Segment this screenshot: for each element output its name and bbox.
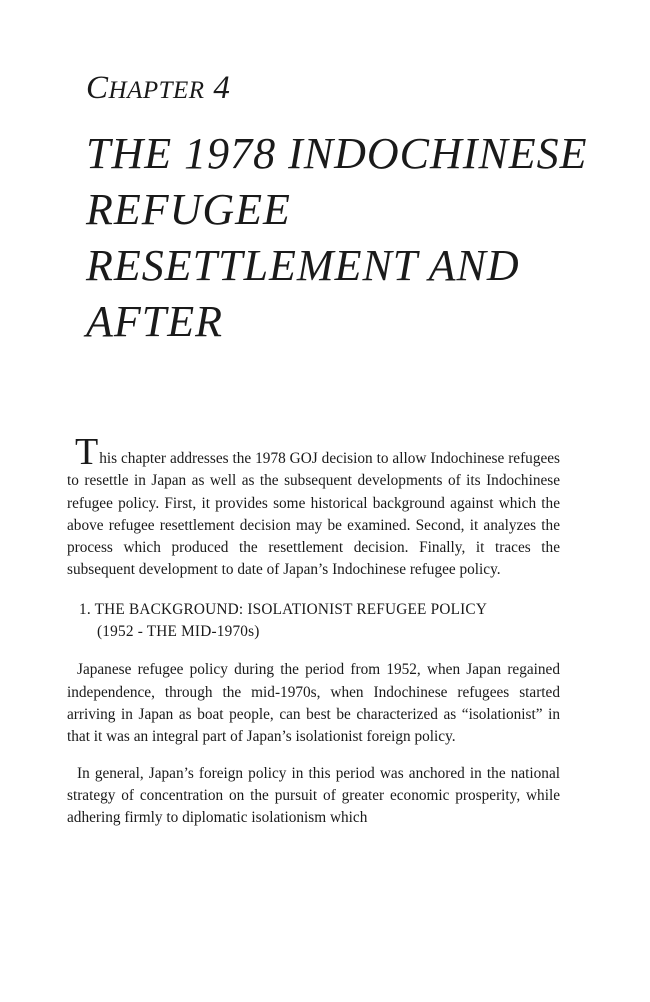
body-paragraph: In general, Japan’s foreign policy in this period was anchored in the national strategy of concentration on the pursuit of greater economic prosperity, while adhering firmly to diplomatic isolationism which bbox=[67, 764, 560, 827]
chapter-title-line: THE 1978 INDOCHINESE bbox=[86, 129, 588, 178]
chapter-label-rest: HAPTER bbox=[108, 77, 205, 104]
paragraph-gap bbox=[67, 749, 560, 763]
chapter-title bbox=[86, 126, 626, 350]
section-heading-line1: 1. THE BACKGROUND: ISOLATIONIST REFUGEE POLICY bbox=[79, 600, 488, 618]
body-paragraph: Japanese refugee policy during the period from 1952, when Japan regained independence, through the mid-1970s, when Indochinese refugees started arriving in Japan as boat people, can best be characterized as “isolationist” in that it was an integral part of Japan’s isolationist foreign policy. bbox=[67, 661, 560, 746]
intro-text: his chapter addresses the 1978 GOJ decision to allow Indochinese refugees to resettle in Japan as well as the subsequent developments of its Indochinese refugee policy. First, it provides some historical background against which the above refugee resettlement decision may be examined. Second, it analyzes the process which produced the resettlement decision. Finally, it traces the subsequent development to date of Japan’s Indochinese refugee policy. bbox=[67, 450, 560, 579]
chapter-title-line: RESETTLEMENT AND bbox=[86, 241, 520, 290]
body-text bbox=[67, 431, 560, 829]
chapter-title-line: AFTER bbox=[86, 297, 223, 346]
chapter-title-line: REFUGEE bbox=[86, 185, 291, 234]
chapter-number: 4 bbox=[213, 70, 231, 106]
intro-paragraph bbox=[67, 431, 560, 582]
chapter-label bbox=[86, 72, 230, 105]
section-heading-line2: (1952 - THE MID-1970s) bbox=[97, 623, 260, 641]
section-heading bbox=[67, 599, 560, 644]
drop-cap: T bbox=[75, 431, 99, 473]
chapter-label-initial: C bbox=[86, 70, 109, 106]
